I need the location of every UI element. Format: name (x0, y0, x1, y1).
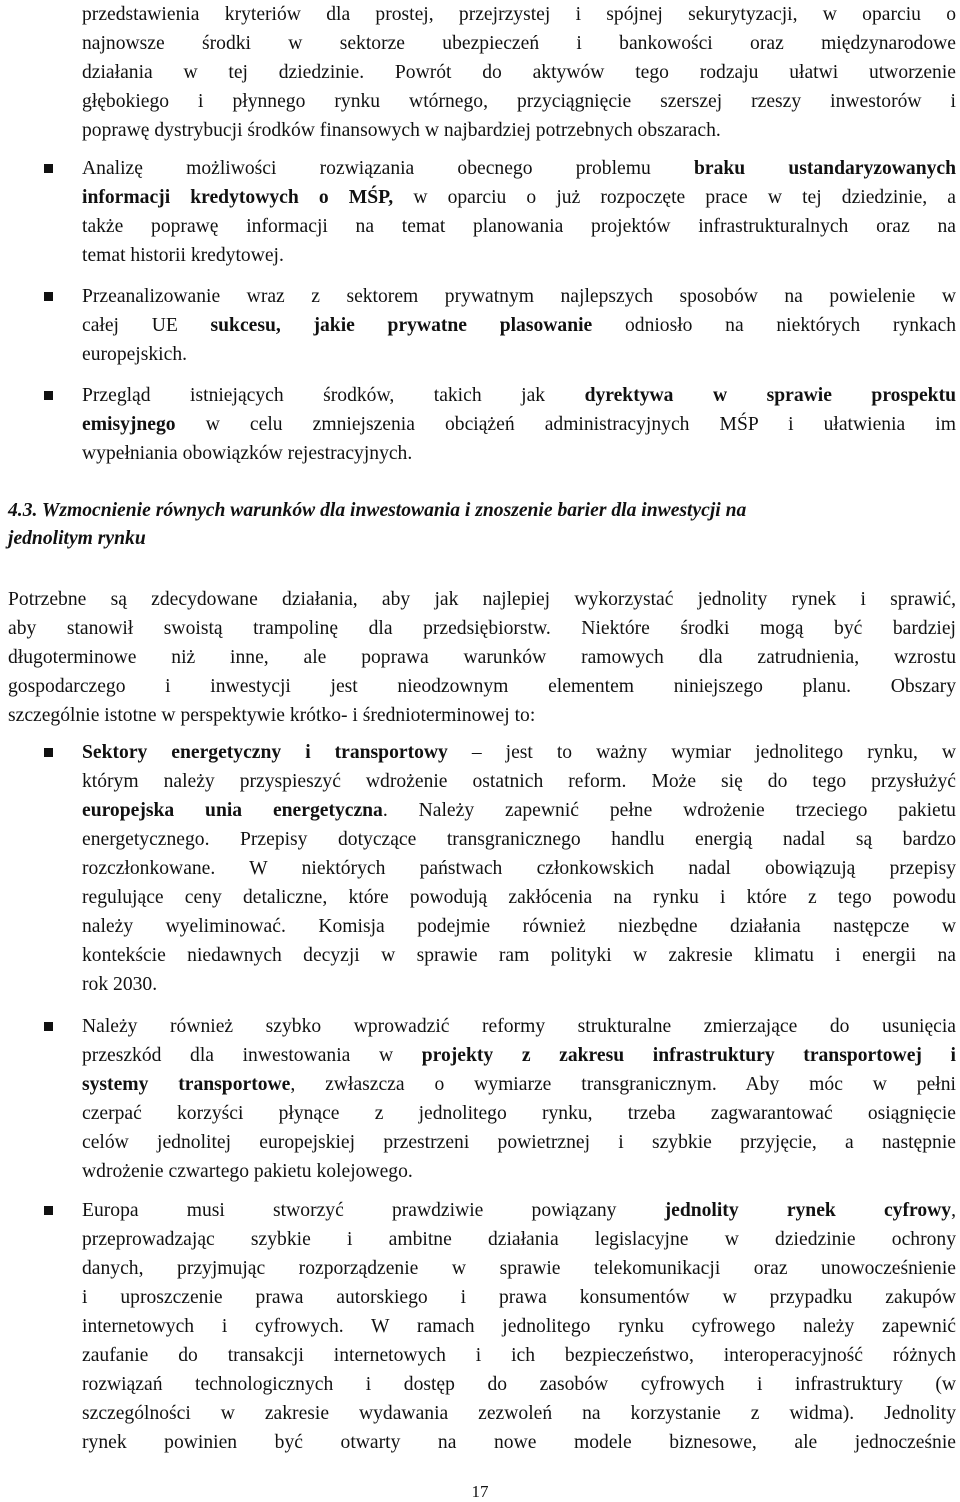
bullet-line (82, 912, 956, 941)
intro-paragraph (82, 0, 956, 145)
text-run: . Należy zapewnić pełne wdrożenie trzeciego pakietu (382, 800, 956, 821)
bullet-line (82, 883, 956, 912)
bold-text: informacji kredytowych o MŚP, (82, 187, 394, 208)
paragraph-line (8, 643, 956, 672)
text-run: szczególnie istotne w perspektywie krótko- i średnioterminowej to: (8, 705, 536, 726)
text-run: w oparciu o już rozpoczęte prace w tej dziedzinie, a (393, 187, 956, 208)
text-run: należy wyeliminować. Komisja podejmie również niezbędne działania następcze w (82, 916, 956, 937)
text-run: także poprawę informacji na temat planowania projektów infrastrukturalnych oraz na (82, 216, 956, 237)
intro-line (82, 29, 956, 58)
square-bullet-icon (44, 1022, 53, 1031)
bullet-line (82, 796, 956, 825)
intro-line (82, 0, 956, 29)
text-run: Należy również szybko wprowadzić reformy strukturalne zmierzające do usunięcia (82, 1016, 956, 1037)
text-run: , zwłaszcza o wymiarze transgranicznym. Aby móc w pełni (290, 1074, 956, 1095)
text-run: celów jednolitej europejskiej przestrzeni powietrznej i szybkie przyjęcie, a następnie (82, 1132, 956, 1153)
paragraph-line (8, 672, 956, 701)
page-number: 17 (471, 1482, 489, 1501)
bullet-line (82, 340, 956, 369)
text-run: wypełniania obowiązków rejestracyjnych. (82, 443, 413, 464)
bullet-line (82, 1428, 956, 1457)
text-run: odniosło na niektórych rynkach (592, 315, 956, 336)
text-run: Potrzebne są zdecydowane działania, aby jak najlepiej wykorzystać jednolity rynek i sprawić, (8, 589, 956, 610)
paragraph-line (8, 701, 956, 730)
body-paragraph (8, 585, 956, 730)
bullet-line (82, 1196, 956, 1225)
bullet-line (82, 212, 956, 241)
text-run: energetycznego. Przepisy dotyczące transgranicznego handlu energią nadal są bardzo (82, 829, 956, 850)
bullet-line (82, 154, 956, 183)
bullet-line (82, 282, 956, 311)
intro-line (82, 87, 956, 116)
text-run: regulujące ceny detaliczne, które powodują zakłócenia na rynku i które z tego powodu (82, 887, 956, 908)
paragraph-line (8, 614, 956, 643)
bold-text: systemy transportowe (82, 1074, 291, 1095)
bullet-line (82, 1099, 956, 1128)
bullet-line (82, 1012, 956, 1041)
bullet-line (82, 854, 956, 883)
text-run: europejskich. (82, 344, 188, 365)
square-bullet-icon (44, 164, 53, 173)
bullet-line (82, 1225, 956, 1254)
text-run: Europa musi stworzyć prawdziwie powiązany (82, 1200, 665, 1221)
text-run: przedstawienia kryteriów dla prostej, przejrzystej i spójnej sekurytyzacji, w oparciu o (82, 4, 956, 25)
text-run: wdrożenie czwartego pakietu kolejowego. (82, 1161, 413, 1182)
bullet-line (82, 738, 956, 767)
intro-line (82, 116, 956, 145)
bullet-line (82, 1157, 956, 1186)
square-bullet-icon (44, 391, 53, 400)
text-run: rozczłonkowane. W niektórych państwach członkowskich nadal obowiązują przepisy (82, 858, 956, 879)
bullet-line (82, 410, 956, 439)
bold-text: dyrektywa w sprawie prospektu (584, 385, 956, 406)
bold-text: europejska unia energetyczna (82, 800, 383, 821)
text-run: aby stanowił swoistą trampolinę dla przedsiębiorstw. Niektóre środki mogą być bardziej (8, 618, 956, 639)
bullet-line (82, 1399, 956, 1428)
heading-line: jednolitym rynku (8, 528, 146, 549)
text-run: przeprowadzając szybkie i ambitne działania legislacyjne w dziedzinie ochrony (82, 1229, 956, 1250)
text-run: Analizę możliwości rozwiązania obecnego problemu (82, 158, 694, 179)
text-run: poprawę dystrybucji środków finansowych w najbardziej potrzebnych obszarach. (82, 120, 721, 141)
text-run: głębokiego i płynnego rynku wtórnego, przyciągnięcie szerszej rzeszy inwestorów i (82, 91, 956, 112)
bullet-line (82, 1312, 956, 1341)
bullet-line (82, 941, 956, 970)
bullet-line (82, 1283, 956, 1312)
section-heading (8, 497, 956, 553)
heading-line: 4.3. Wzmocnienie równych warunków dla inwestowania i znoszenie barier dla inwestycji na (8, 500, 747, 521)
text-run: całej UE (82, 315, 211, 336)
text-run: , (951, 1200, 956, 1221)
square-bullet-icon (44, 1206, 53, 1215)
text-run: rozwiązań technologicznych i dostęp do zasobów cyfrowych i infrastruktury (w (82, 1374, 956, 1395)
text-run: którym należy przyspieszyć wdrożenie ostatnich reform. Może się do tego przysłużyć (82, 771, 956, 792)
bullet-line (82, 1070, 956, 1099)
square-bullet-icon (44, 292, 53, 301)
text-run: szczególności w zakresie wydawania zezwoleń na korzystanie z widma). Jednolity (82, 1403, 956, 1424)
text-run: rok 2030. (82, 974, 158, 995)
text-run: kontekście niedawnych decyzji w sprawie ram polityki w zakresie klimatu i energii na (82, 945, 956, 966)
bullet-item (82, 154, 956, 270)
bullet-item (82, 282, 956, 369)
text-run: rynek powinien być otwarty na nowe modele biznesowe, ale jednocześnie (82, 1432, 956, 1453)
bullet-line (82, 825, 956, 854)
text-run: długoterminowe niż inne, ale poprawa warunków ramowych dla zatrudnienia, wzrostu (8, 647, 956, 668)
bullet-line (82, 241, 956, 270)
text-run: danych, przyjmując rozporządzenie w sprawie telekomunikacji oraz unowocześnienie (82, 1258, 956, 1279)
bullet-item (82, 1012, 956, 1186)
bold-text: jednolity rynek cyfrowy (664, 1200, 952, 1221)
paragraph-line (8, 585, 956, 614)
bullet-line (82, 183, 956, 212)
bullet-line (82, 439, 956, 468)
text-run: najnowsze środki w sektorze ubezpieczeń i bankowości oraz międzynarodowe (82, 33, 956, 54)
text-run: i uproszczenie prawa autorskiego i prawa konsumentów w przypadku zakupów (82, 1287, 956, 1308)
bullet-line (82, 1370, 956, 1399)
bold-text: sukcesu, jakie prywatne plasowanie (210, 315, 593, 336)
text-run: – jest to ważny wymiar jednolitego rynku, w (447, 742, 956, 763)
bold-text: braku ustandaryzowanych (693, 158, 956, 179)
bullet-item (82, 738, 956, 999)
text-run: internetowych i cyfrowych. W ramach jednolitego rynku cyfrowego należy zapewnić (82, 1316, 956, 1337)
text-run: gospodarczego i inwestycji jest nieodzownym elementem niniejszego planu. Obszary (8, 676, 956, 697)
bold-text: Sektory energetyczny i transportowy (82, 742, 448, 763)
text-run: czerpać korzyści płynące z jednolitego rynku, trzeba zagwarantować osiągnięcie (82, 1103, 956, 1124)
square-bullet-icon (44, 748, 53, 757)
bullet-line (82, 1128, 956, 1157)
bullet-line (82, 381, 956, 410)
bullet-line (82, 1041, 956, 1070)
bullet-line (82, 970, 956, 999)
bullet-item (82, 381, 956, 468)
intro-line (82, 58, 956, 87)
text-run: Przegląd istniejących środków, takich jak (82, 385, 585, 406)
bullet-line (82, 767, 956, 796)
text-run: temat historii kredytowej. (82, 245, 284, 266)
text-run: Przeanalizowanie wraz z sektorem prywatnym najlepszych sposobów na powielenie w (82, 286, 956, 307)
bold-text: emisyjnego (82, 414, 176, 435)
text-run: działania w tej dziedzinie. Powrót do aktywów tego rodzaju ułatwi utworzenie (82, 62, 956, 83)
text-run: w celu zmniejszenia obciążeń administracyjnych MŚP i ułatwienia im (175, 414, 956, 435)
bullet-line (82, 311, 956, 340)
bullet-line (82, 1341, 956, 1370)
text-run: zaufanie do transakcji internetowych i ich bezpieczeństwo, interoperacyjność różnych (82, 1345, 956, 1366)
bold-text: projekty z zakresu infrastruktury transportowej i (421, 1045, 956, 1066)
bullet-item (82, 1196, 956, 1457)
bullet-line (82, 1254, 956, 1283)
text-run: przeszkód dla inwestowania w (82, 1045, 422, 1066)
